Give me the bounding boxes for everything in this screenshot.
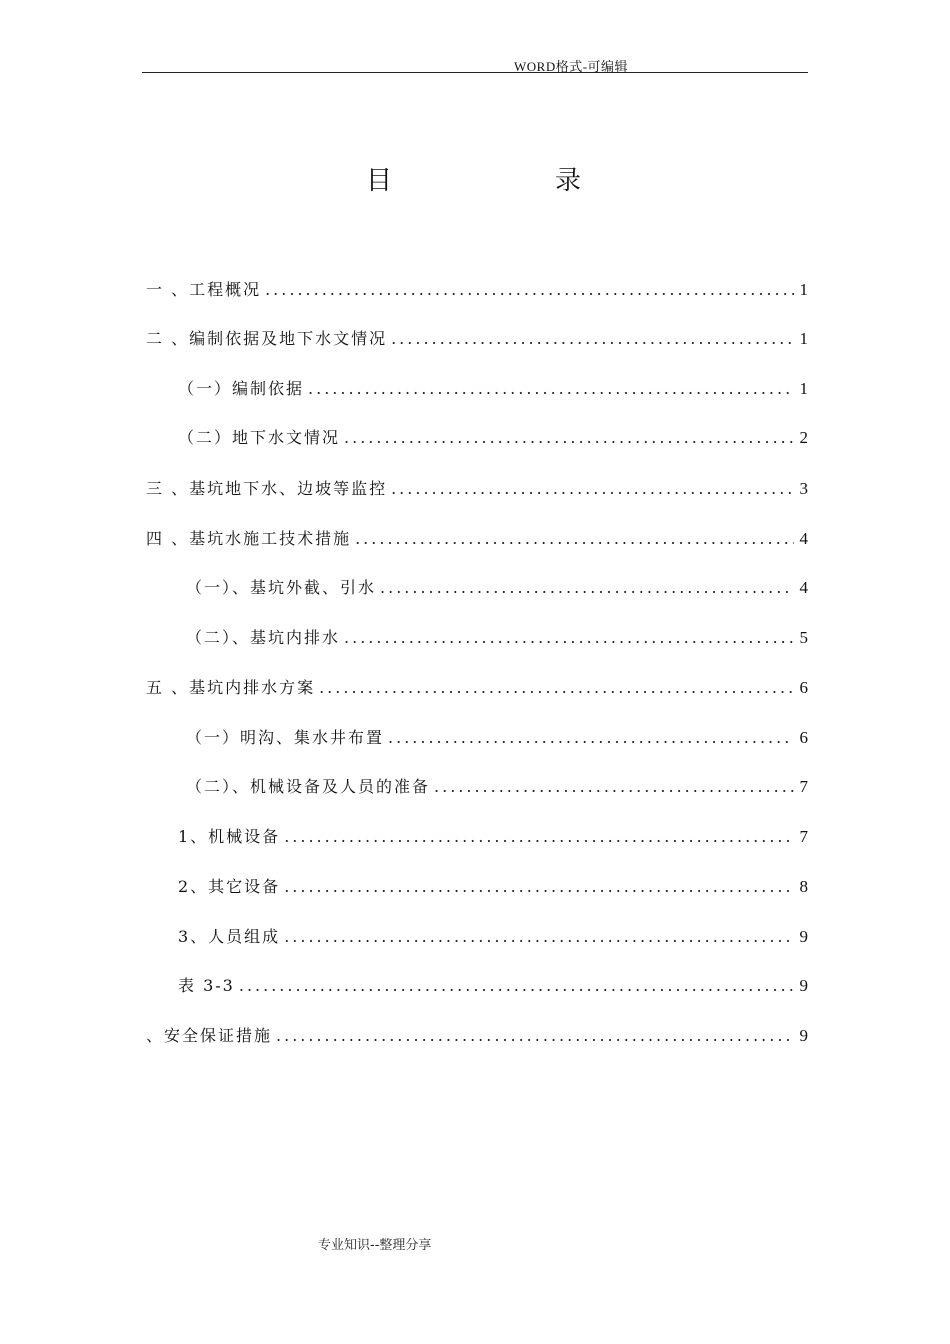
toc-entry-page: 4 (799, 529, 808, 548)
toc-entry-page: 1 (799, 280, 808, 299)
toc-entry-label: （一）编制依据 (178, 379, 305, 398)
toc-entry-label: 三 、基坑地下水、边坡等监控 (146, 479, 388, 498)
toc-leader-dots (239, 973, 794, 999)
toc-leader-dots (355, 526, 794, 552)
toc-entry-label: 二 、编制依据及地下水文情况 (146, 329, 388, 348)
toc-entry-label: 1、机械设备 (178, 827, 281, 846)
toc-leader-dots (284, 924, 794, 950)
toc-entry-page: 7 (799, 777, 808, 796)
page-header (142, 52, 808, 73)
toc-leader-dots (308, 376, 794, 402)
toc-entry-label: 五 、基坑内排水方案 (146, 678, 316, 697)
toc-entry-page: 4 (799, 578, 808, 597)
toc-entry[interactable] (178, 376, 808, 402)
toc-entry[interactable] (178, 924, 808, 950)
toc-leader-dots (388, 725, 794, 751)
toc-entry-label: 3、人员组成 (178, 927, 281, 946)
toc-entry[interactable] (146, 675, 808, 701)
toc-entry-label: （一）明沟、集水井布置 (186, 728, 385, 747)
toc-entry-page: 1 (799, 379, 808, 398)
page-footer: 专业知识--整理分享 (318, 1238, 432, 1253)
toc-title (0, 160, 950, 200)
toc-entry-page: 9 (799, 1026, 808, 1045)
toc-entry[interactable] (178, 425, 808, 451)
toc-leader-dots (319, 675, 794, 701)
toc-leader-dots (284, 874, 794, 900)
toc-entry-label: （二）、机械设备及人员的准备 (186, 777, 431, 796)
toc-entry-page: 9 (799, 927, 808, 946)
toc-entry-label: 一 、工程概况 (146, 280, 262, 299)
toc-leader-dots (391, 476, 794, 502)
toc-entry-label: 四 、基坑水施工技术措施 (146, 529, 352, 548)
toc-leader-dots (276, 1023, 794, 1049)
toc-entry-page: 2 (799, 428, 808, 447)
toc-entry[interactable] (186, 575, 808, 601)
toc-entry[interactable] (146, 326, 808, 352)
toc-leader-dots (284, 824, 794, 850)
toc-leader-dots (391, 326, 794, 352)
toc-entry[interactable] (186, 774, 808, 800)
toc-leader-dots (344, 425, 794, 451)
title-char-2: 录 (555, 166, 582, 196)
toc-entry-page: 3 (799, 479, 808, 498)
toc-leader-dots (380, 575, 794, 601)
header-text: WORD格式-可编辑 (514, 59, 629, 74)
toc-entry-label: 、安全保证措施 (146, 1026, 273, 1045)
toc-entry-page: 6 (799, 728, 808, 747)
toc-entry-label: （二）地下水文情况 (178, 428, 341, 447)
toc-entry[interactable] (146, 476, 808, 502)
toc-entry[interactable] (178, 874, 808, 900)
toc-entry[interactable] (146, 277, 808, 303)
toc-entry[interactable] (178, 824, 808, 850)
toc-entry[interactable] (146, 526, 808, 552)
toc-entry[interactable] (146, 1023, 808, 1049)
toc-entry-page: 8 (799, 877, 808, 896)
toc-entry[interactable] (178, 973, 808, 999)
toc-entry-page: 6 (799, 678, 808, 697)
toc-entry-label: 表 3-3 (178, 976, 235, 995)
toc-entry[interactable] (186, 725, 808, 751)
toc-entry-label: （一）、基坑外截、引水 (186, 578, 377, 597)
toc-entry[interactable] (186, 625, 808, 651)
toc-entry-page: 1 (799, 329, 808, 348)
toc-leader-dots (434, 774, 794, 800)
toc-entry-page: 9 (799, 976, 808, 995)
toc-entry-page: 5 (799, 628, 808, 647)
toc-leader-dots (265, 277, 794, 303)
toc-entry-label: （二）、基坑内排水 (186, 628, 341, 647)
toc-leader-dots (344, 625, 794, 651)
toc-entry-label: 2、其它设备 (178, 877, 281, 896)
toc-entry-page: 7 (799, 827, 808, 846)
title-char-1: 目 (366, 166, 393, 196)
